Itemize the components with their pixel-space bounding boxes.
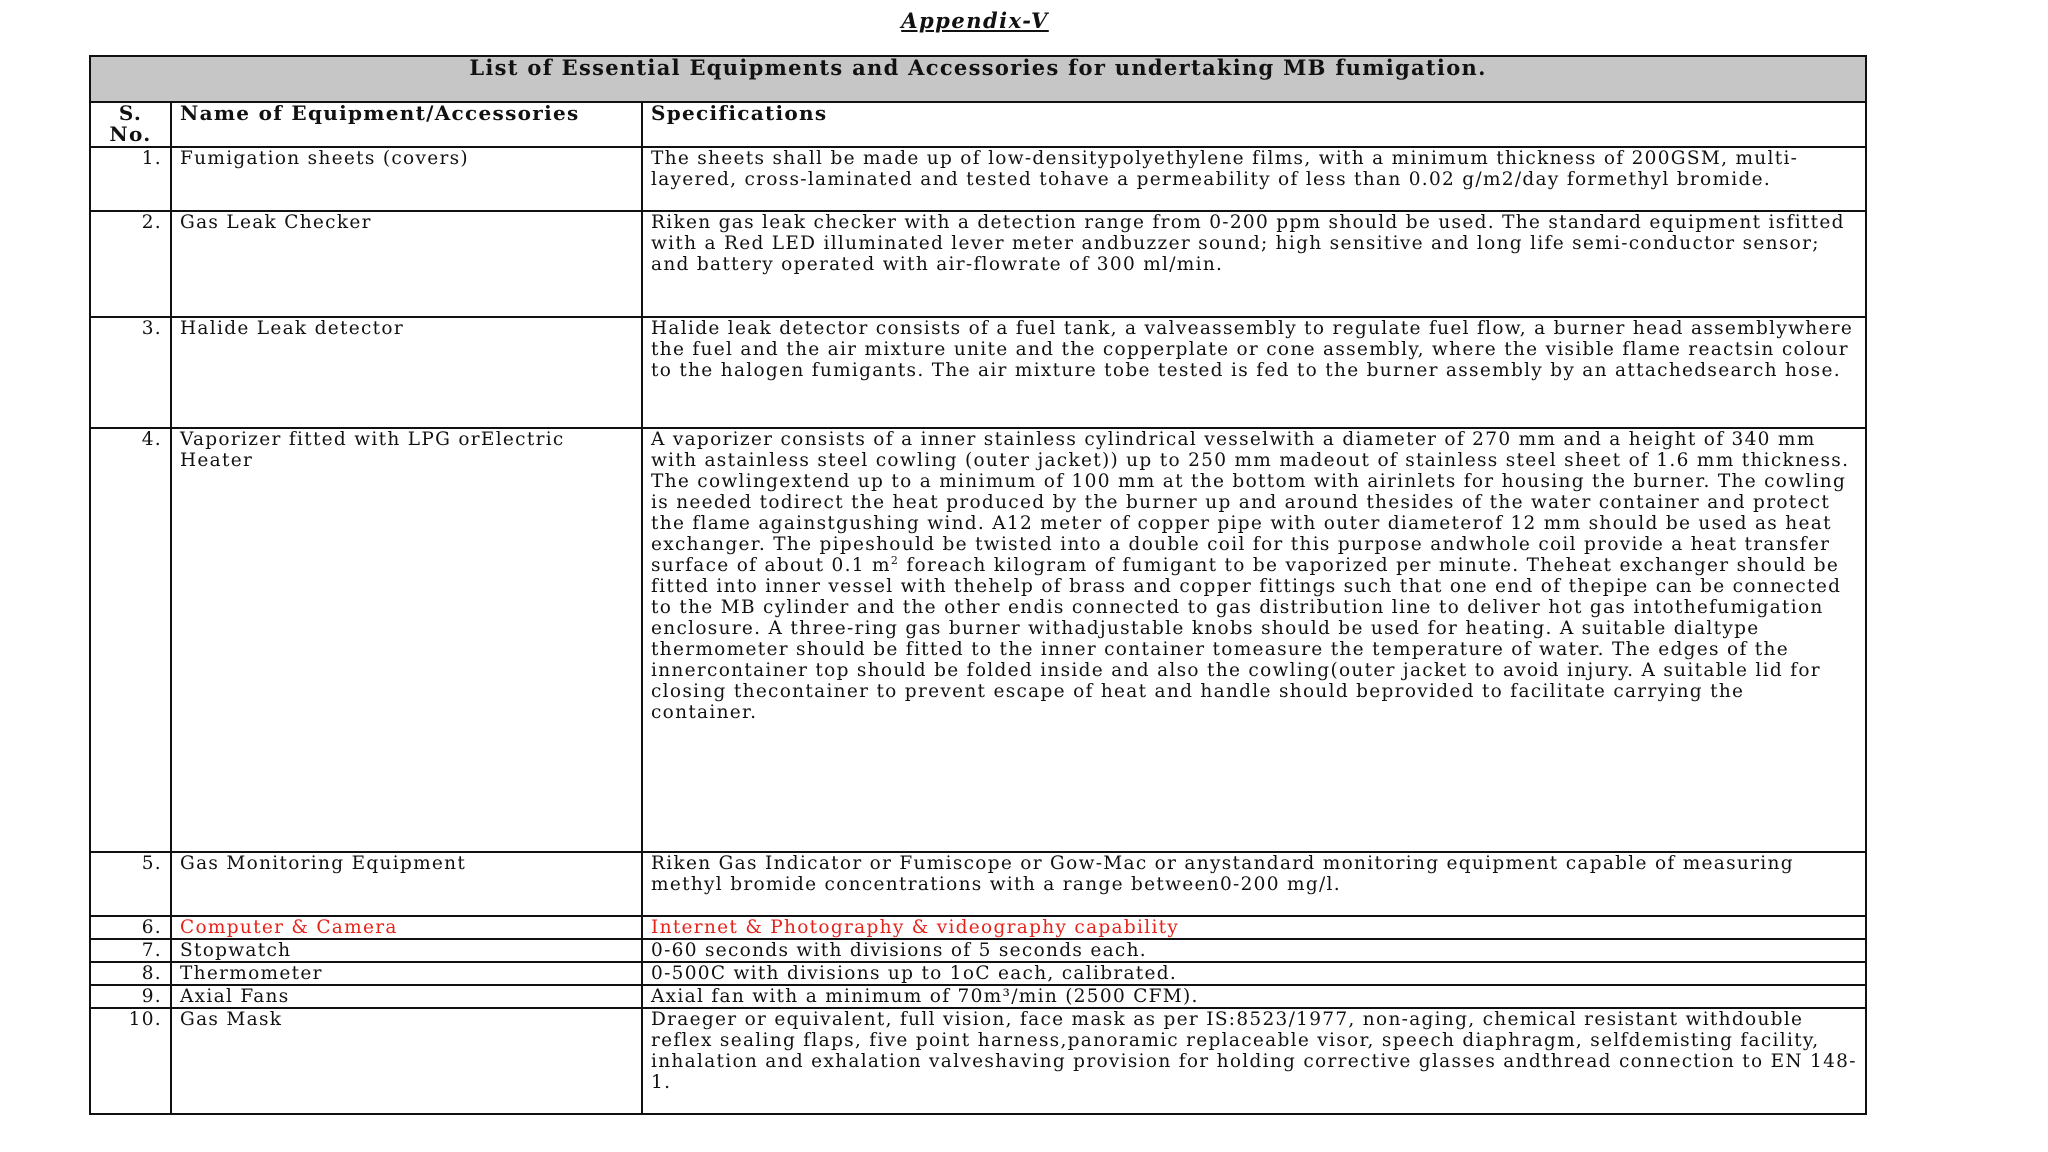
table-row — [90, 985, 1866, 1008]
equipment-table — [89, 55, 1867, 1115]
column-header-name: Name of Equipment/Accessories — [171, 102, 642, 147]
row-sno: 9. — [90, 985, 171, 1008]
table-row-highlighted — [90, 916, 1866, 939]
row-specification: Axial fan with a minimum of 70m³/min (2500 CFM). — [642, 985, 1866, 1008]
superscript-two: 2 — [890, 553, 900, 567]
row-equipment-name: Gas Leak Checker — [171, 211, 642, 317]
appendix-heading: Appendix-V — [901, 8, 1049, 33]
row-specification — [642, 428, 1866, 852]
row-equipment-name: Halide Leak detector — [171, 317, 642, 428]
row-specification: 0-60 seconds with divisions of 5 seconds each. — [642, 939, 1866, 962]
spec-text-part-2: foreach kilogram of fumigant to be vaporized per minute. Theheat exchanger should be fitted into inner vessel with thehelp of brass and copper fittings such that one end of thepipe can be connected to the MB cylinder and the other endis connected to gas distribution line to deliver hot gas intothefumigation enclosure. A three-ring gas burner withadjustable knobs should be used for heating. A suitable dialtype thermometer should be fitted to the inner container tomeasure the temperature of water. The edges of the innercontainer top should be folded inside and also the cowling(outer jacket to avoid injury. A suitable lid for closing thecontainer to prevent escape of heat and handle should beprovided to facilitate carrying the container. — [651, 555, 1842, 723]
row-sno: 4. — [90, 428, 171, 852]
row-sno: 8. — [90, 962, 171, 985]
row-sno: 2. — [90, 211, 171, 317]
table-row — [90, 852, 1866, 916]
row-sno: 7. — [90, 939, 171, 962]
row-equipment-name: Thermometer — [171, 962, 642, 985]
row-specification: Internet & Photography & videography capability — [642, 916, 1866, 939]
table-row — [90, 428, 1866, 852]
row-sno: 3. — [90, 317, 171, 428]
row-equipment-name: Computer & Camera — [171, 916, 642, 939]
row-specification: Halide leak detector consists of a fuel tank, a valveassembly to regulate fuel flow, a burner head assemblywhere the fuel and the air mixture unite and the copperplate or cone assembly, where the visible flame reactsin colour to the halogen fumigants. The air mixture tobe tested is fed to the burner assembly by an attachedsearch hose. — [642, 317, 1866, 428]
row-equipment-name: Gas Mask — [171, 1008, 642, 1114]
table-row — [90, 939, 1866, 962]
row-specification: Draeger or equivalent, full vision, face mask as per IS:8523/1977, non-aging, chemical resistant withdouble reflex sealing flaps, five point harness,panoramic replaceable visor, speech diaphragm, selfdemisting facility, inhalation and exhalation valveshaving provision for holding corrective glasses andthread connection to EN 148-1. — [642, 1008, 1866, 1114]
row-sno: 5. — [90, 852, 171, 916]
row-specification: The sheets shall be made up of low-densitypolyethylene films, with a minimum thickness of 200GSM, multi-layered, cross-laminated and tested tohave a permeability of less than 0.02 g/m2/day formethyl bromide. — [642, 147, 1866, 211]
table-row — [90, 1008, 1866, 1114]
row-sno: 1. — [90, 147, 171, 211]
table-caption: List of Essential Equipments and Accessories for undertaking MB fumigation. — [90, 56, 1866, 102]
spec-text-part-1: A vaporizer consists of a inner stainless cylindrical vesselwith a diameter of 270 mm and a height of 340 mm with astainless steel cowling (outer jacket)) up to 250 mm madeout of stainless steel sheet of 1.6 mm thickness. The cowlingextend up to a minimum of 100 mm at the bottom with airinlets for housing the burner. The cowling is needed todirect the heat produced by the burner up and around thesides of the water container and protect the flame againstgushing wind. A12 meter of copper pipe with outer diameterof 12 mm should be used as heat exchanger. The pipeshould be twisted into a double coil for this purpose andwhole coil provide a heat transfer surface of about 0.1 m — [651, 429, 1850, 576]
table-row — [90, 317, 1866, 428]
column-header-spec: Specifications — [642, 102, 1866, 147]
row-equipment-name: Vaporizer fitted with LPG orElectric Heater — [171, 428, 642, 852]
row-sno: 6. — [90, 916, 171, 939]
row-equipment-name: Gas Monitoring Equipment — [171, 852, 642, 916]
table-row — [90, 147, 1866, 211]
table-row — [90, 962, 1866, 985]
row-equipment-name: Axial Fans — [171, 985, 642, 1008]
row-equipment-name: Stopwatch — [171, 939, 642, 962]
row-specification: 0-500C with divisions up to 1oC each, calibrated. — [642, 962, 1866, 985]
row-equipment-name: Fumigation sheets (covers) — [171, 147, 642, 211]
row-specification: Riken gas leak checker with a detection range from 0-200 ppm should be used. The standard equipment isfitted with a Red LED illuminated lever meter andbuzzer sound; high sensitive and long life semi-conductor sensor; and battery operated with air-flowrate of 300 ml/min. — [642, 211, 1866, 317]
column-header-sno: S. No. — [90, 102, 171, 147]
table-row — [90, 211, 1866, 317]
row-sno: 10. — [90, 1008, 171, 1114]
row-specification: Riken Gas Indicator or Fumiscope or Gow-Mac or anystandard monitoring equipment capable of measuring methyl bromide concentrations with a range between0-200 mg/l. — [642, 852, 1866, 916]
